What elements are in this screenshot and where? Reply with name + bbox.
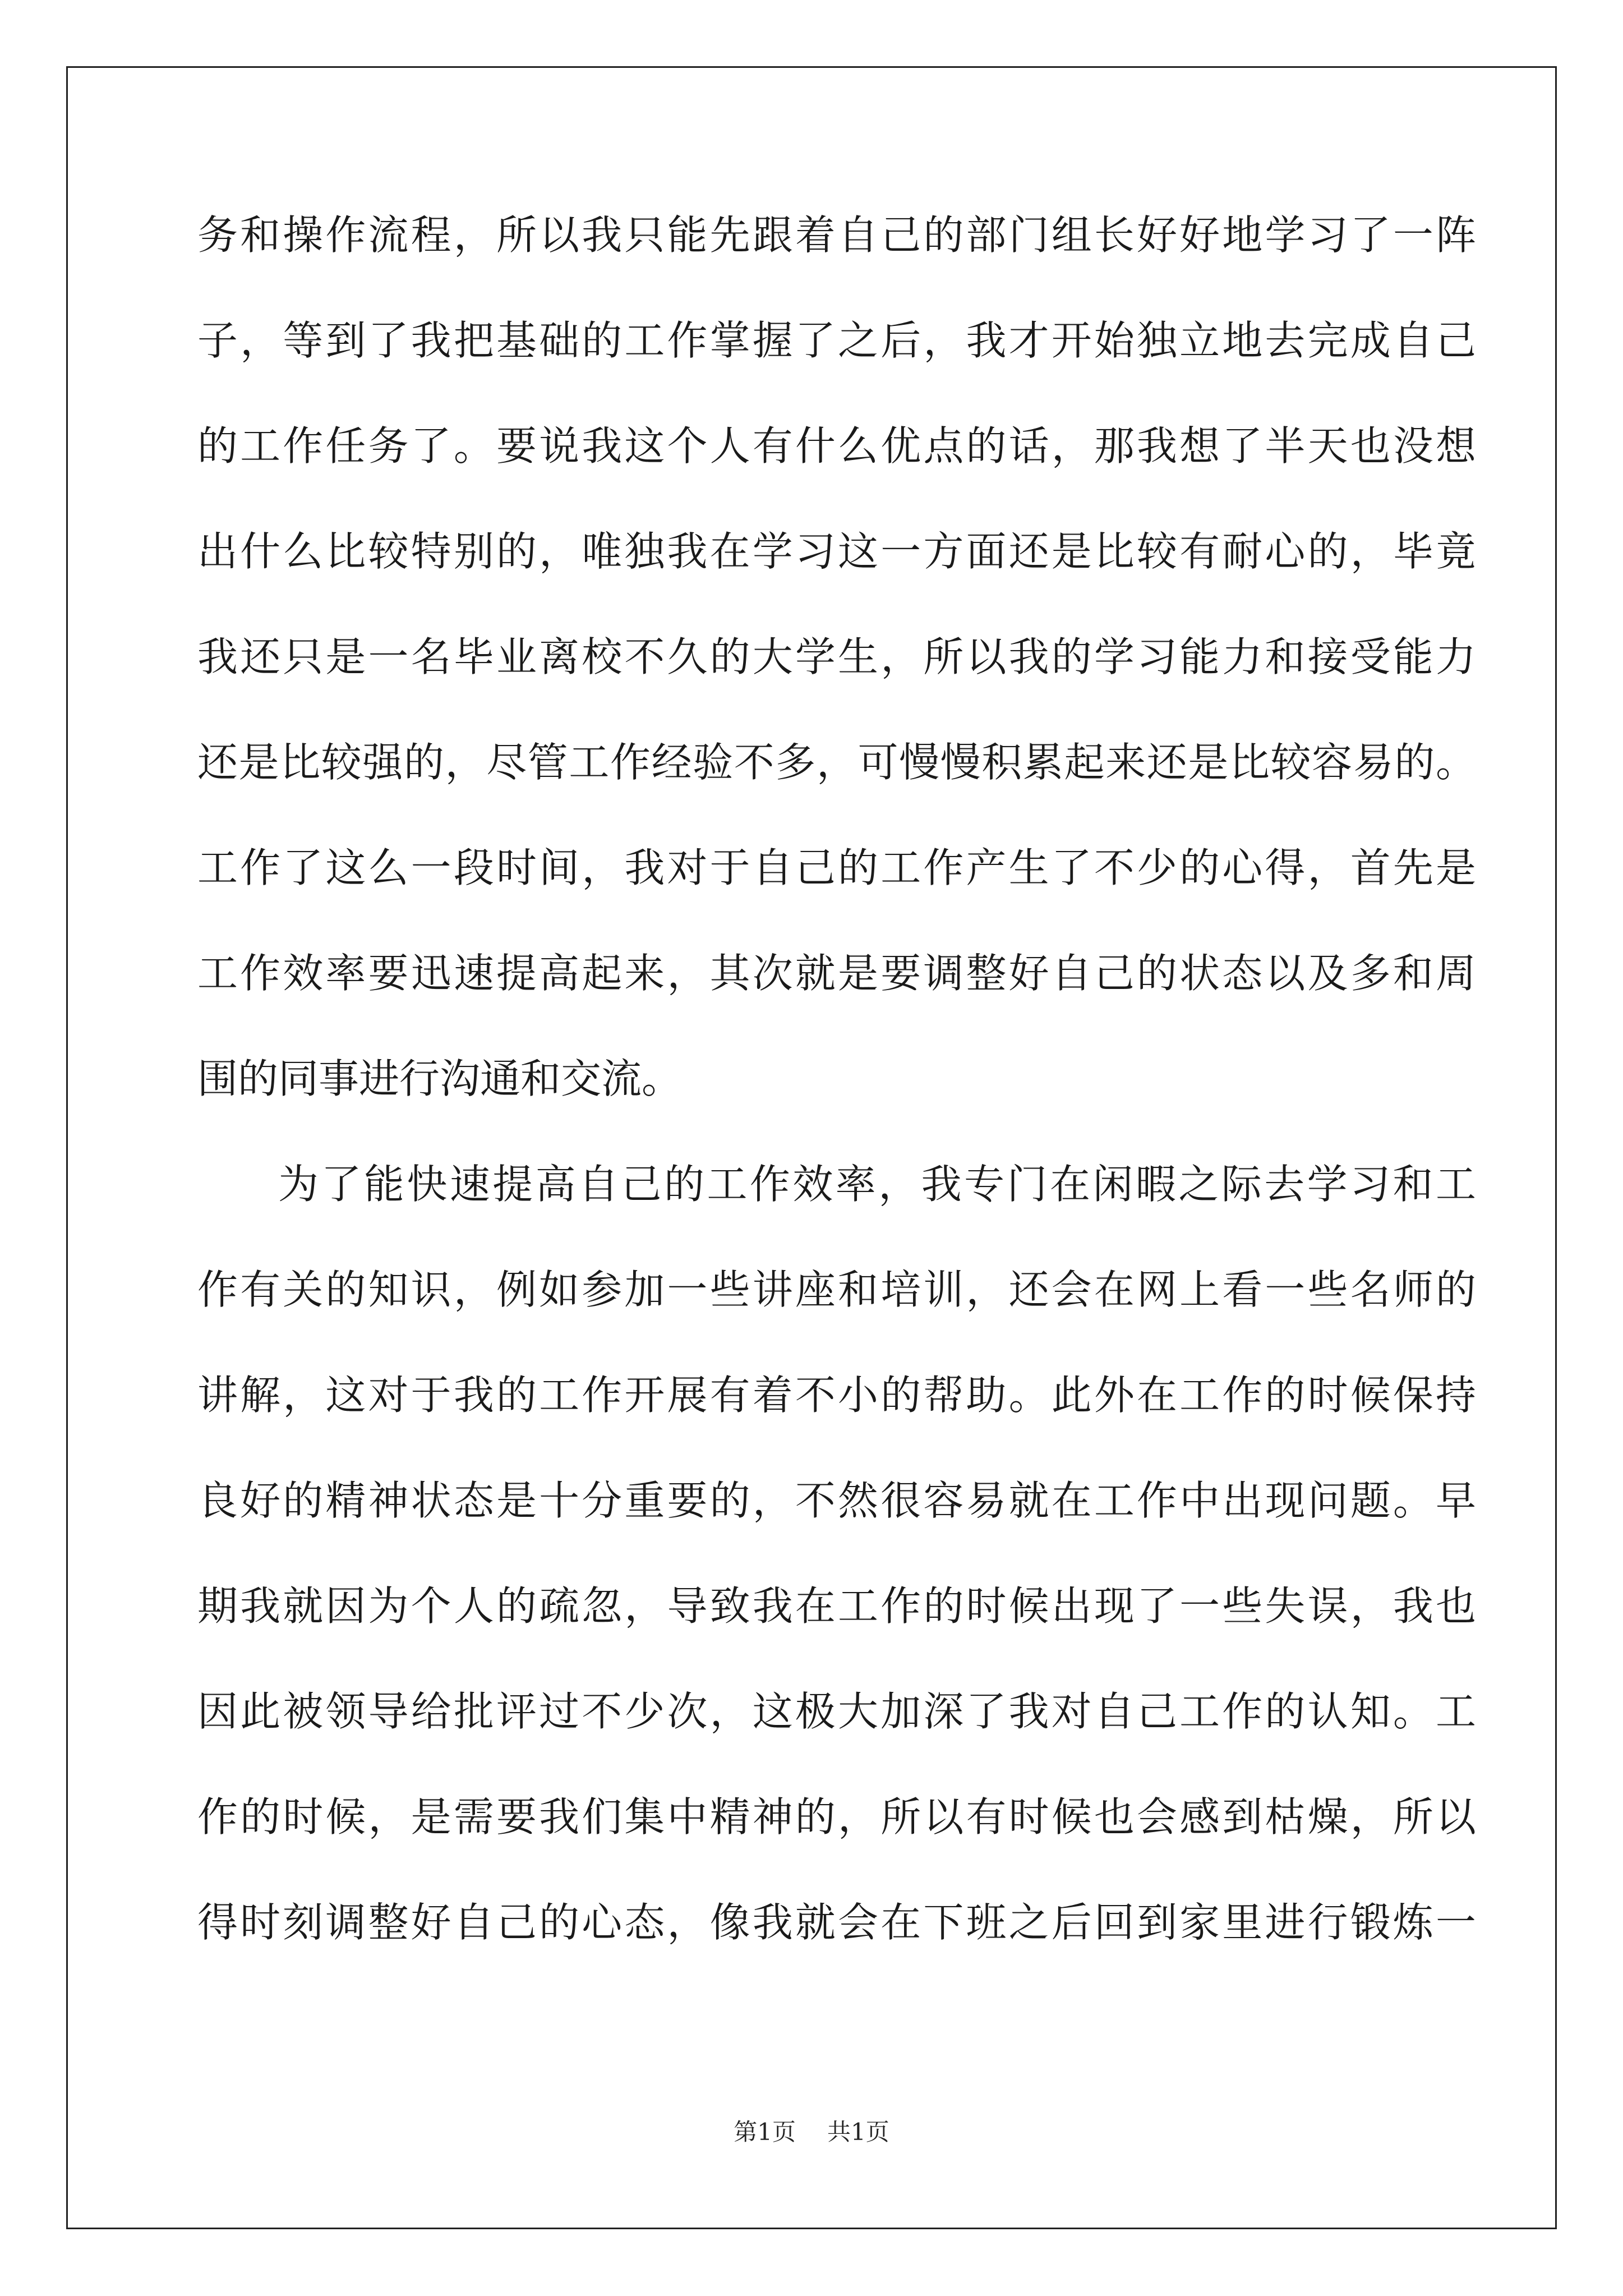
page-number: 第1页 (734, 2118, 796, 2146)
text-line: 工作效率要迅速提高起来，其次就是要调整好自己的状态以及多和周 (197, 950, 1476, 997)
text-line: 出什么比较特别的，唯独我在学习这一方面还是比较有耐心的，毕竟 (197, 528, 1476, 575)
text-line: 良好的精神状态是十分重要的，不然很容易就在工作中出现问题。早 (197, 1477, 1476, 1524)
text-line: 我还只是一名毕业离校不久的大学生，所以我的学习能力和接受能力 (197, 633, 1476, 680)
text-line: 作的时候，是需要我们集中精神的，所以有时候也会感到枯燥，所以 (197, 1793, 1476, 1841)
text-line: 讲解，这对于我的工作开展有着不小的帮助。此外在工作的时候保持 (197, 1372, 1476, 1419)
text-line: 务和操作流程，所以我只能先跟着自己的部门组长好好地学习了一阵 (197, 211, 1476, 259)
text-line: 因此被领导给批评过不少次，这极大加深了我对自己工作的认知。工 (197, 1688, 1476, 1735)
text-line: 作有关的知识，例如参加一些讲座和培训，还会在网上看一些名师的 (197, 1266, 1476, 1313)
text-line: 为了能快速提高自己的工作效率，我专门在闲暇之际去学习和工 (278, 1161, 1476, 1208)
text-line: 工作了这么一段时间，我对于自己的工作产生了不少的心得，首先是 (197, 844, 1476, 891)
text-line: 得时刻调整好自己的心态，像我就会在下班之后回到家里进行锻炼一 (197, 1899, 1476, 1946)
body-text (197, 182, 1476, 1975)
text-line: 期我就因为个人的疏忽，导致我在工作的时候出现了一些失误，我也 (197, 1582, 1476, 1630)
text-line: 还是比较强的，尽管工作经验不多，可慢慢积累起来还是比较容易的。 (197, 739, 1476, 786)
text-line: 子，等到了我把基础的工作掌握了之后，我才开始独立地去完成自己 (197, 317, 1476, 364)
page-footer (0, 2114, 1623, 2147)
text-line: 围的同事进行沟通和交流。 (197, 1055, 683, 1102)
page-total: 共1页 (827, 2118, 889, 2146)
text-line: 的工作任务了。要说我这个人有什么优点的话，那我想了半天也没想 (197, 422, 1476, 470)
